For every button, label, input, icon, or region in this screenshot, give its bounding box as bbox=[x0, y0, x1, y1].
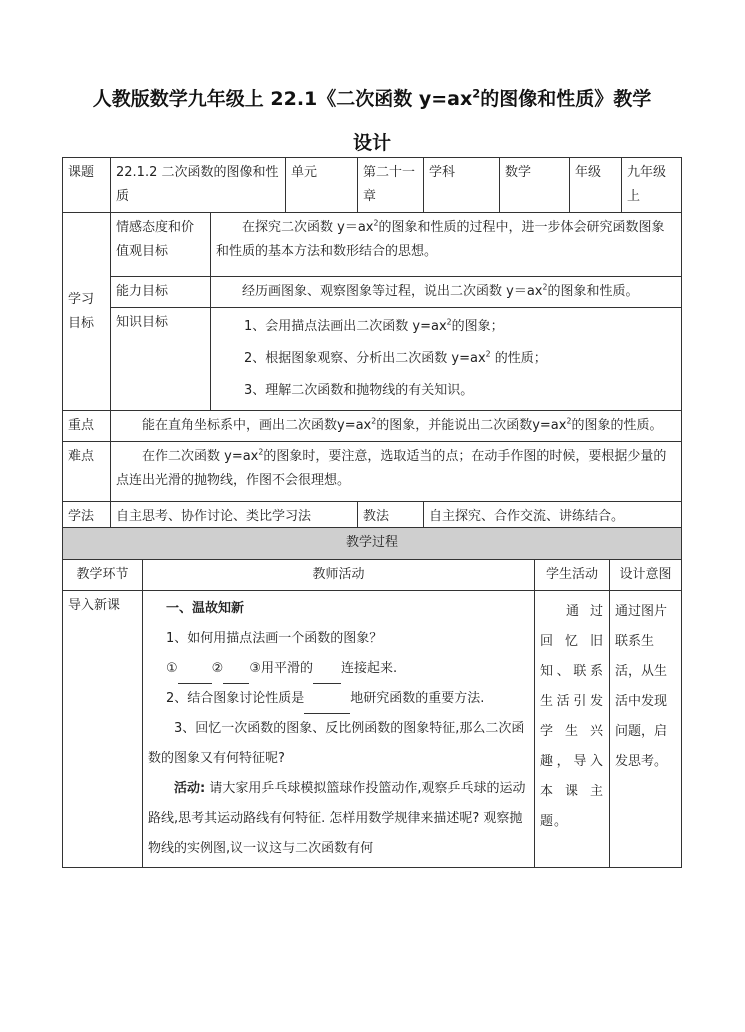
key-point-text: 能在直角坐标系中，画出二次函数$y=ax^2$的图象，并能说出二次函数$y=ax^2$的图象的性质。 bbox=[111, 411, 682, 442]
topic-value: 22.1.2 二次函数的图像和性质 bbox=[111, 158, 286, 213]
unit-value: 第二十一章 bbox=[358, 158, 424, 213]
topic-label: 课题 bbox=[63, 158, 111, 213]
teacher-steps: ① ② ③用平滑的 连接起来. bbox=[148, 654, 529, 684]
design-intent-cell: 通过图片联系生活，从生活中发现问题，启发思考。 bbox=[610, 591, 682, 868]
subject-label: 学科 bbox=[424, 158, 500, 213]
knowledge-item-3: 3、理解二次函数和抛物线的有关知识。 bbox=[244, 383, 474, 399]
stage-cell: 导入新课 bbox=[63, 591, 143, 868]
teach-method-label: 教法 bbox=[358, 502, 424, 533]
ability-goal-text: 经历画图象、观察图象等过程，说出二次函数 $y=ax^2$的图象和性质。 bbox=[211, 277, 682, 308]
emotion-goal-label: 情感态度和价值观目标 bbox=[111, 213, 211, 277]
knowledge-goal-list bbox=[211, 308, 682, 411]
key-point-label: 重点 bbox=[63, 411, 111, 442]
unit-label: 单元 bbox=[286, 158, 358, 213]
teach-method-value: 自主探究、合作交流、讲练结合。 bbox=[424, 502, 682, 533]
goals-label: 学习目标 bbox=[63, 213, 111, 411]
teacher-q1: 1、如何用描点法画一个函数的图象？ bbox=[166, 631, 383, 647]
teacher-heading: 一、温故知新 bbox=[166, 601, 245, 617]
ability-goal-label: 能力目标 bbox=[111, 277, 211, 308]
document-title-line2: 设计 bbox=[352, 132, 391, 154]
knowledge-item-2: 2、根据图象观察、分析出二次函数 $y=ax^2$ 的性质； bbox=[244, 349, 547, 367]
emotion-goal-text: 在探究二次函数 $y=ax^2$的图象和性质的过程中，进一步体会研究函数图象和性质的基本方法和数形结合的思想。 bbox=[211, 213, 682, 277]
difficulty-label: 难点 bbox=[63, 442, 111, 502]
student-activity-cell: 通过回忆旧知、联系生活引发学生兴趣，导入本课主题。 bbox=[535, 591, 610, 868]
teaching-process-table bbox=[62, 527, 682, 868]
grade-label: 年级 bbox=[570, 158, 622, 213]
document-title-line1: 人教版数学九年级上 22.1《二次函数 $y=ax^2$的图像和性质》教学 bbox=[92, 86, 652, 110]
col-stage-header: 教学环节 bbox=[63, 560, 143, 591]
col-student-header: 学生活动 bbox=[535, 560, 610, 591]
col-teacher-header: 教师活动 bbox=[143, 560, 535, 591]
lesson-info-table bbox=[62, 157, 682, 533]
study-method-label: 学法 bbox=[63, 502, 111, 533]
study-method-value: 自主思考、协作讨论、类比学习法 bbox=[111, 502, 358, 533]
subject-value: 数学 bbox=[500, 158, 570, 213]
col-design-header: 设计意图 bbox=[610, 560, 682, 591]
teacher-q2: 2、结合图象讨论性质是 地研究函数的重要方法. bbox=[148, 684, 529, 714]
process-header: 教学过程 bbox=[63, 528, 682, 560]
teacher-q3: 3、回忆一次函数的图象、反比例函数的图象特征,那么二次函数的图象又有何特征呢? bbox=[148, 721, 525, 767]
teacher-activity-cell bbox=[143, 591, 535, 868]
grade-value: 九年级上 bbox=[622, 158, 682, 213]
knowledge-item-1: 1、会用描点法画出二次函数 $y=ax^2$的图象； bbox=[244, 317, 504, 335]
teacher-activity: 活动: 请大家用乒乓球模拟篮球作投篮动作,观察乒乓球的运动路线,思考其运动路线有何特征. 怎样用数学规律来描述呢? 观察抛物线的实例图,议一议这与二次函数有何 bbox=[148, 781, 526, 857]
difficulty-text: 在作二次函数 $y=ax^2$的图象时，要注意，选取适当的点；在动手作图的时候，要根据少量的点连出光滑的抛物线，作图不会很理想。 bbox=[111, 442, 682, 502]
knowledge-goal-label: 知识目标 bbox=[111, 308, 211, 411]
